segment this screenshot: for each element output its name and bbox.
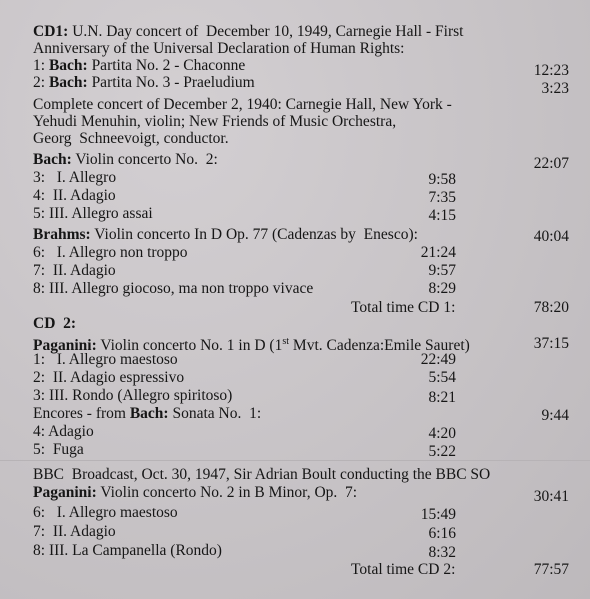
- track-time: 6:16: [428, 525, 456, 542]
- track-time: 12:23: [533, 62, 569, 79]
- cd1-header-line-1: [33, 23, 463, 41]
- section-divider: [0, 460, 590, 461]
- work-title-cont: Mvt. Cadenza:Emile Sauret): [289, 337, 470, 355]
- composer-name: Bach:: [48, 57, 88, 74]
- track-number: 6:: [33, 244, 46, 261]
- track-number: 8:: [33, 280, 46, 297]
- work-title: Sonata No. 1:: [168, 405, 262, 422]
- broadcast-info: BBC Broadcast, Oct. 30, 1947, Sir Adrian Boult conducting the BBC SO: [33, 466, 491, 483]
- track-number: 7:: [33, 523, 46, 540]
- work-title: Violin concerto No. 2 in B Minor, Op. 7:: [96, 484, 358, 501]
- track-title: III. Allegro giocoso, ma non troppo vivace: [45, 280, 314, 297]
- track-title: Adagio: [45, 423, 94, 440]
- concert-info-line-1: Complete concert of December 2, 1940: Carnegie Hall, New York -: [33, 96, 452, 113]
- encores-heading: [33, 405, 261, 423]
- track-time: 7:35: [428, 189, 456, 206]
- track-row: [33, 74, 255, 92]
- track-row: [33, 169, 116, 187]
- composer-name: Paganini:: [33, 337, 97, 355]
- composer-name: Paganini:: [33, 484, 97, 501]
- track-row: [33, 423, 94, 441]
- cd2-label: CD 2:: [33, 315, 77, 332]
- concert-info-line-2: Yehudi Menuhin, violin; New Friends of Music Orchestra,: [33, 113, 397, 130]
- track-row: [33, 244, 188, 262]
- track-time: 4:15: [428, 207, 456, 224]
- track-time: 3:23: [541, 80, 569, 97]
- track-time: 8:21: [428, 389, 456, 406]
- track-time: 4:20: [428, 425, 456, 442]
- work-heading: [33, 484, 357, 502]
- track-number: 3:: [33, 387, 46, 404]
- track-row: [33, 187, 116, 205]
- total-label: Total time CD 1:: [351, 299, 456, 316]
- total-label: Total time CD 2:: [351, 561, 456, 578]
- track-title: I. Allegro maestoso: [45, 504, 178, 521]
- work-title: Violin concerto In D Op. 77 (Cadenzas by Enesco):: [90, 226, 418, 243]
- track-time: 9:57: [428, 262, 456, 279]
- track-row: [33, 262, 116, 280]
- track-row: [33, 523, 116, 541]
- total-time: 78:20: [533, 299, 569, 316]
- track-row: [33, 387, 232, 405]
- work-time: 37:15: [533, 335, 569, 352]
- track-time: 8:32: [428, 544, 456, 561]
- track-row: [33, 351, 178, 369]
- track-time: 21:24: [420, 244, 456, 261]
- track-title: II. Adagio: [45, 262, 116, 279]
- composer-name: Bach:: [48, 74, 88, 91]
- track-title: III. Rondo (Allegro spiritoso): [45, 387, 233, 404]
- track-title: II. Adagio: [45, 523, 116, 540]
- work-heading: [33, 226, 418, 244]
- track-number: 5:: [33, 441, 46, 458]
- work-heading: [33, 151, 218, 169]
- track-row: [33, 369, 184, 387]
- track-title: Fuga: [45, 441, 84, 458]
- work-title: Violin concerto No. 2:: [71, 151, 218, 168]
- work-time: 30:41: [533, 488, 569, 505]
- track-time: 15:49: [420, 506, 456, 523]
- track-title: II. Adagio espressivo: [45, 369, 185, 386]
- track-title: III. La Campanella (Rondo): [45, 542, 222, 559]
- track-row: [33, 542, 222, 560]
- track-number: 8:: [33, 542, 46, 559]
- track-title: Partita No. 3 - Praeludium: [87, 74, 255, 91]
- work-title: Violin concerto No. 1 in D (1: [96, 337, 283, 355]
- track-title: I. Allegro non troppo: [45, 244, 188, 261]
- track-number: 1:: [33, 57, 49, 74]
- track-number: 2:: [33, 74, 49, 91]
- track-number: 7:: [33, 262, 46, 279]
- track-number: 1:: [33, 351, 46, 368]
- work-time: 9:44: [541, 407, 569, 424]
- track-number: 5:: [33, 205, 46, 222]
- track-number: 4:: [33, 423, 46, 440]
- track-number: 4:: [33, 187, 46, 204]
- composer-name: Bach:: [33, 151, 72, 168]
- cd1-header-line-2: Anniversary of the Universal Declaration of Human Rights:: [33, 40, 405, 57]
- track-time: 8:29: [428, 280, 456, 297]
- encores-label: Encores - from: [33, 405, 130, 422]
- total-time: 77:57: [533, 561, 569, 578]
- track-number: 3:: [33, 169, 46, 186]
- track-row: [33, 504, 178, 522]
- track-title: III. Allegro assai: [45, 205, 153, 222]
- composer-name: Brahms:: [33, 226, 91, 243]
- track-time: 9:58: [428, 171, 456, 188]
- track-title: II. Adagio: [45, 187, 116, 204]
- track-row: [33, 57, 245, 75]
- cd1-label: CD1:: [33, 23, 69, 40]
- track-title: I. Allegro: [45, 169, 117, 186]
- track-title: I. Allegro maestoso: [45, 351, 178, 368]
- work-time: 40:04: [533, 228, 569, 245]
- superscript: st: [282, 336, 290, 347]
- track-time: 5:54: [428, 369, 456, 386]
- track-time: 22:49: [420, 351, 456, 368]
- concert-info-line-3: Georg Schneevoigt, conductor.: [33, 130, 229, 147]
- track-title: Partita No. 2 - Chaconne: [87, 57, 246, 74]
- work-time: 22:07: [533, 155, 569, 172]
- track-time: 5:22: [428, 443, 456, 460]
- track-number: 6:: [33, 504, 46, 521]
- track-row: [33, 205, 153, 223]
- track-row: [33, 280, 313, 298]
- track-row: [33, 441, 84, 459]
- composer-name: Bach:: [129, 405, 169, 422]
- cd1-header-text-1: U.N. Day concert of December 10, 1949, Carnegie Hall - First: [68, 23, 464, 40]
- track-number: 2:: [33, 369, 46, 386]
